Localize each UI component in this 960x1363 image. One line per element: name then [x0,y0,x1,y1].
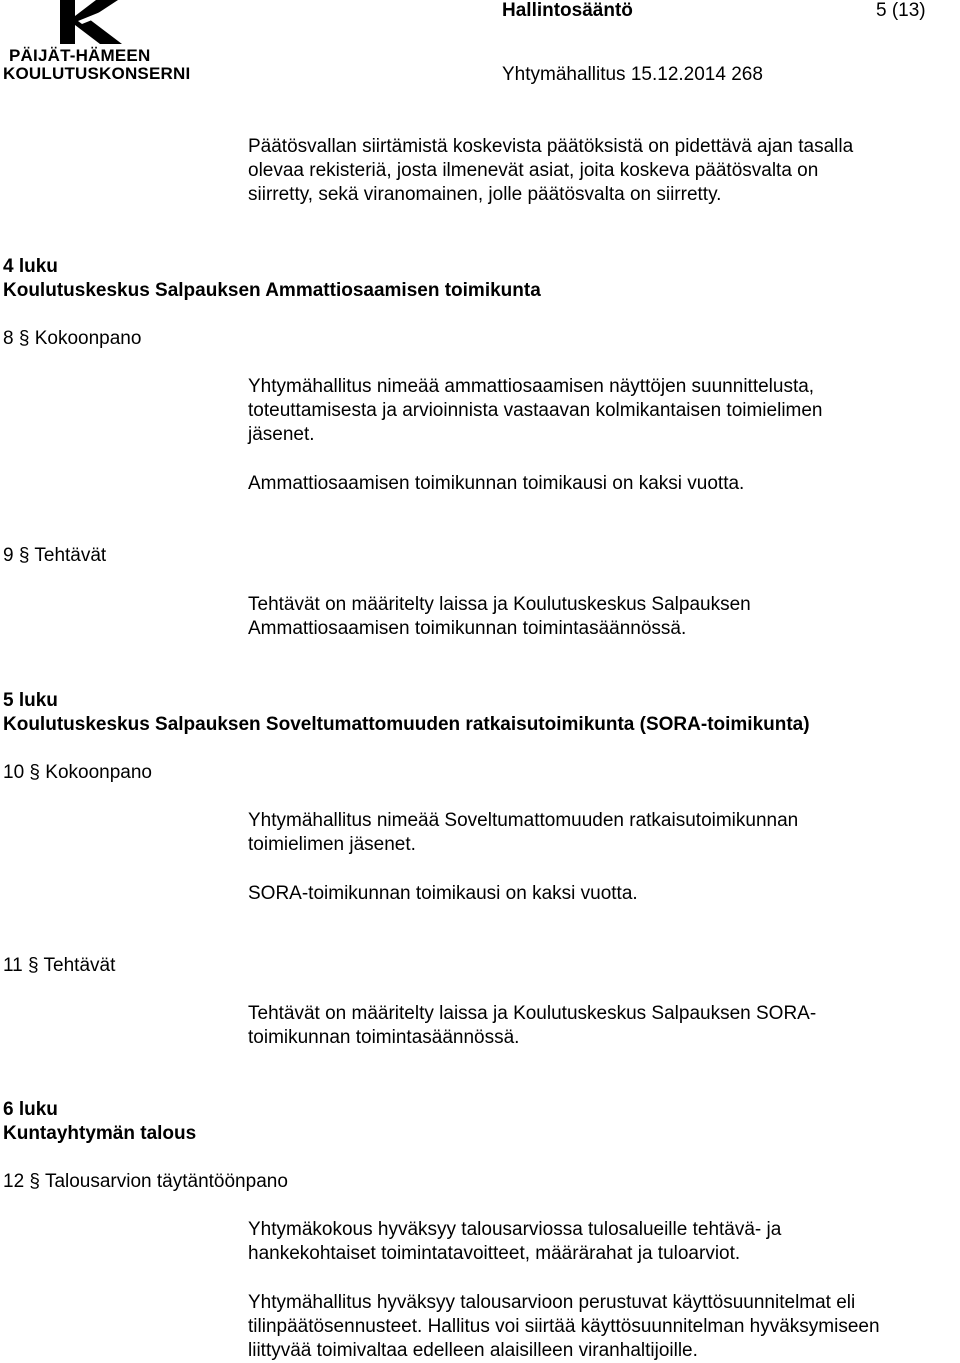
text-line: Tehtävät on määritelty laissa ja Koulutuskeskus Salpauksen SORA- [248,1003,817,1024]
section-paragraph: SORA-toimikunnan toimikausi on kaksi vuotta. [248,883,638,904]
section-paragraph [248,593,751,641]
section-sign-icon: § [29,762,40,783]
text-line: olevaa rekisteriä, josta ilmenevät asiat, joita koskeva päätösvalta on [248,160,819,181]
section-paragraph [248,1218,781,1266]
text-line: Päätösvallan siirtämistä koskevista päätöksistä on pidettävä ajan tasalla [248,136,854,157]
text-line: jäsenet. [248,424,315,445]
section-title: Kokoonpano [45,762,152,783]
section-sign-icon: § [18,545,30,566]
section-paragraph [248,375,823,447]
section-title: Tehtävät [43,955,116,976]
text-line: Ammattiosaamisen toimikunnan toimintasäännössä. [248,618,687,639]
logo-text-line2: KOULUTUSKONSERNI [3,64,191,83]
section-title: Tehtävät [34,545,107,566]
section-heading [3,327,141,351]
section-sign-icon: § [18,328,30,349]
text-line: liittyvää toimivaltaa edelleen alaisilleen viranhaltijoille. [248,1340,698,1361]
text-line: hankekohtaiset toimintatavoitteet, määrärahat ja tuloarviot. [248,1243,741,1264]
section-title: Talousarvion täytäntöönpano [44,1171,288,1192]
text-line: siirretty, sekä viranomainen, jolle päätösvalta on siirretty. [248,184,722,205]
chapter-title: Kuntayhtymän talous [3,1123,197,1144]
text-line: toimikunnan toimintasäännössä. [248,1027,520,1048]
text-line: Yhtymäkokous hyväksyy talousarviossa tulosalueille tehtävä- ja [248,1219,782,1240]
text-line: Yhtymähallitus hyväksyy talousarvioon perustuvat käyttösuunnitelmat eli [248,1292,856,1313]
section-title: Kokoonpano [34,328,142,349]
section-paragraph [248,809,798,857]
text-line: tilinpäätösennusteet. Hallitus voi siirtää käyttösuunnitelman hyväksymiseen [248,1316,880,1337]
section-number: 9 [3,545,14,566]
intro-paragraph [248,135,853,207]
section-paragraph [248,1291,880,1363]
section-paragraph [248,1002,816,1050]
chapter-number: 6 luku [3,1099,58,1120]
chapter-number: 4 luku [3,256,58,277]
text-line: toteuttamisesta ja arvioinnista vastaavan kolmikantaisen toimielimen [248,400,823,421]
section-sign-icon: § [29,1171,40,1192]
text-line: Tehtävät on määritelty laissa ja Koulutuskeskus Salpauksen [248,594,751,615]
section-heading [3,761,152,785]
chapter-number: 5 luku [3,690,58,711]
document-title: Hallintosääntö [502,0,633,21]
section-sign-icon: § [28,955,39,976]
section-heading [3,1170,288,1194]
text-line: Yhtymähallitus nimeää ammattiosaamisen näyttöjen suunnittelusta, [248,376,815,397]
chapter-title: Koulutuskeskus Salpauksen Ammattiosaamisen toimikunta [3,280,541,301]
section-heading [3,954,115,978]
chapter-title: Koulutuskeskus Salpauksen Soveltumattomuuden ratkaisutoimikunta (SORA-toimikunta) [3,714,810,735]
logo-text-line1: PÄIJÄT-HÄMEEN [9,46,151,65]
section-paragraph: Ammattiosaamisen toimikunnan toimikausi on kaksi vuotta. [248,473,745,494]
text-line: Yhtymähallitus nimeää Soveltumattomuuden ratkaisutoimikunnan [248,810,799,831]
page-number: 5 (13) [876,0,926,21]
section-number: 11 [3,955,23,976]
text-line: toimielimen jäsenet. [248,834,416,855]
k-logo-icon [58,0,124,44]
meeting-reference: Yhtymähallitus 15.12.2014 268 [502,64,763,85]
section-heading [3,544,106,568]
section-number: 8 [3,328,14,349]
section-number: 10 [3,762,25,783]
section-number: 12 [3,1171,25,1192]
organization-logo [0,0,191,84]
